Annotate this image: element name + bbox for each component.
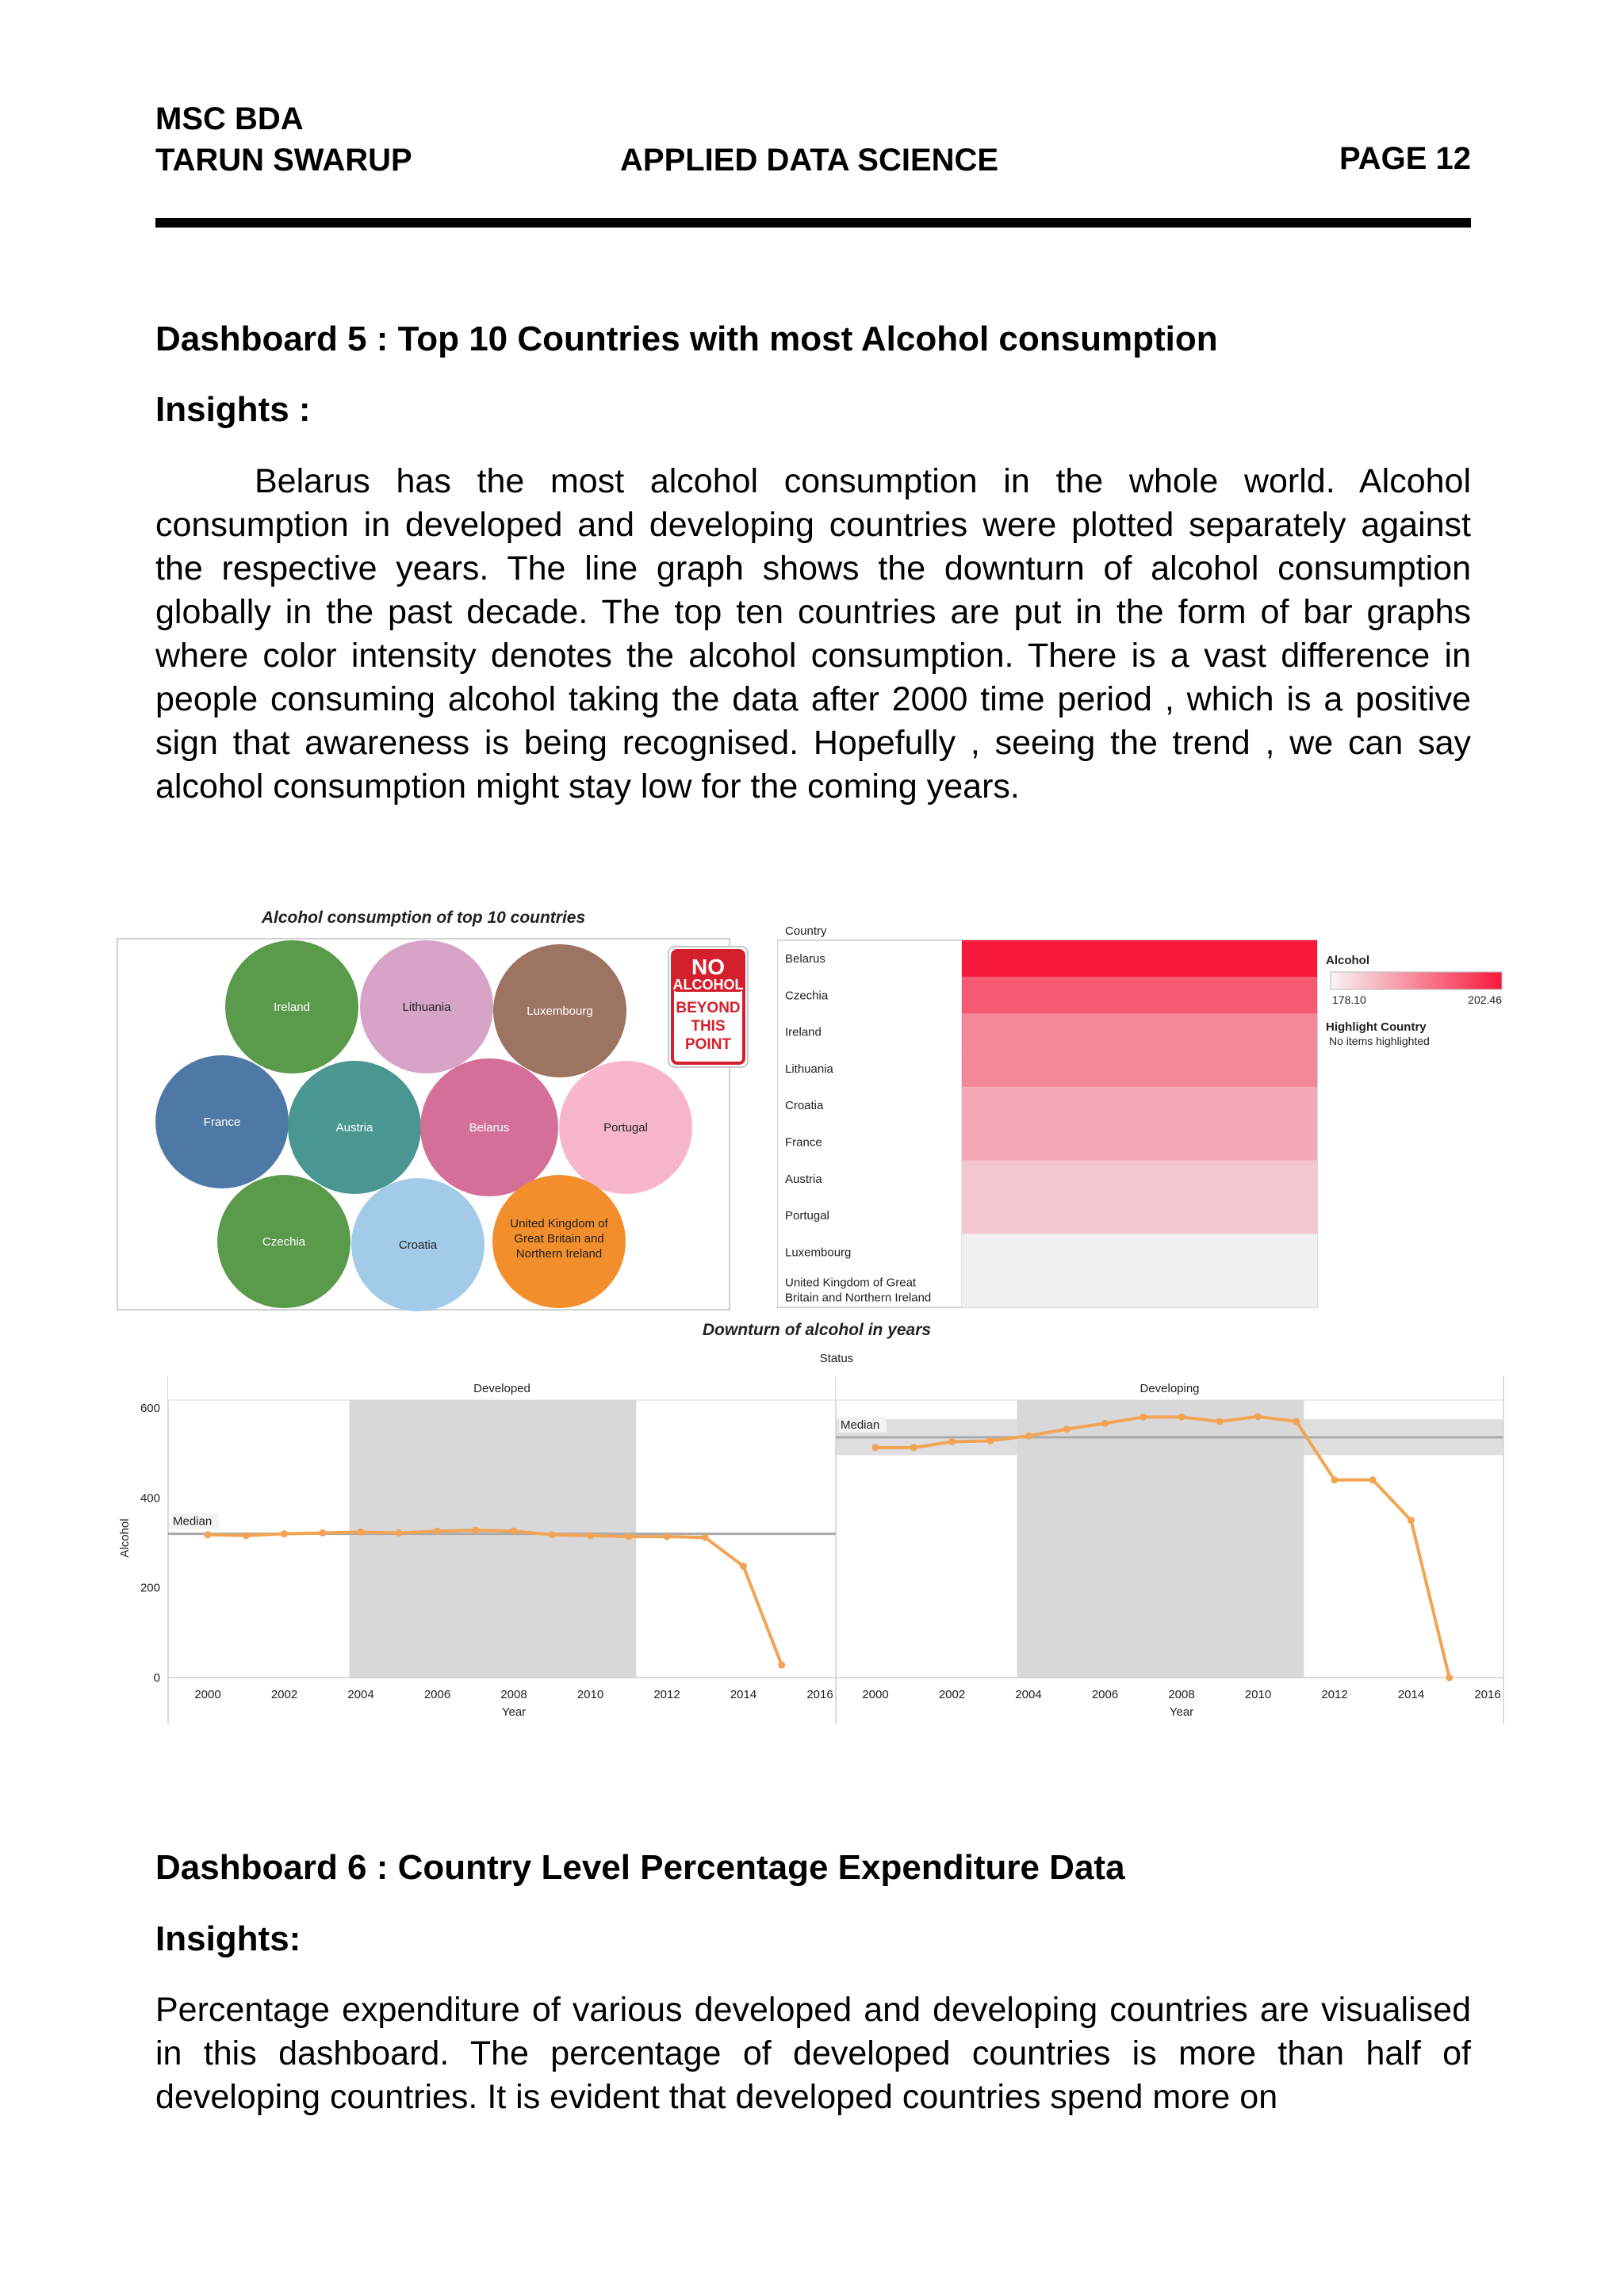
x-tick-label: 2004 xyxy=(347,1688,374,1701)
y-tick-label: 0 xyxy=(153,1671,160,1685)
x-tick-label: 2014 xyxy=(1397,1688,1425,1701)
data-point[interactable] xyxy=(910,1444,917,1451)
highlight-band xyxy=(350,1400,637,1678)
heatmap-cell[interactable] xyxy=(962,1197,1317,1234)
heatmap-cell[interactable] xyxy=(962,940,1317,977)
dashboard5-title: Dashboard 5 : Top 10 Countries with most Alcohol consumption xyxy=(155,320,1218,358)
data-point[interactable] xyxy=(358,1529,365,1536)
legend-min: 178.10 xyxy=(1332,993,1366,1006)
heatmap-row-label: Croatia xyxy=(785,1099,824,1113)
x-tick-label: 2016 xyxy=(1474,1688,1501,1701)
page-number: PAGE 12 xyxy=(1339,141,1471,176)
facet-label: Developed xyxy=(473,1382,530,1395)
course-title: APPLIED DATA SCIENCE xyxy=(620,143,999,178)
bubble-label: Lithuania xyxy=(402,1001,451,1014)
x-tick-label: 2006 xyxy=(1091,1688,1119,1701)
heatmap-cell[interactable] xyxy=(962,977,1317,1013)
data-point[interactable] xyxy=(1101,1420,1109,1427)
header-rule xyxy=(155,218,1471,228)
bubble-label: Luxembourg xyxy=(527,1004,593,1018)
heatmap-row-label: Lithuania xyxy=(785,1062,833,1076)
data-point[interactable] xyxy=(1254,1413,1262,1420)
dashboard5-paragraph xyxy=(155,460,1471,809)
data-point[interactable] xyxy=(702,1534,709,1541)
x-tick-label: 2016 xyxy=(806,1688,833,1701)
bubble-chart-title: Alcohol consumption of top 10 countries xyxy=(261,909,586,927)
bubble-label: Czechia xyxy=(262,1235,306,1249)
dashboard5-insights-label: Insights : xyxy=(155,390,311,429)
dashboard6-insights-label: Insights: xyxy=(155,1919,301,1958)
x-tick-label: 2006 xyxy=(423,1688,451,1701)
x-tick-label: 2000 xyxy=(862,1688,889,1701)
data-point[interactable] xyxy=(872,1444,879,1451)
bubble-label: France xyxy=(203,1115,241,1129)
heatmap-row-label: France xyxy=(785,1135,822,1150)
heatmap-row-header: Country xyxy=(785,924,827,938)
heatmap-cell[interactable] xyxy=(962,1124,1317,1161)
y-axis-label: Alcohol xyxy=(118,1518,132,1558)
data-point[interactable] xyxy=(1025,1433,1032,1440)
x-axis-label: Year xyxy=(501,1705,527,1719)
data-point[interactable] xyxy=(1446,1674,1453,1682)
data-point[interactable] xyxy=(986,1437,994,1445)
line-chart-title: Downturn of alcohol in years xyxy=(702,1321,932,1339)
data-point[interactable] xyxy=(1216,1418,1224,1425)
x-tick-label: 2008 xyxy=(1168,1688,1195,1701)
sign-line: POINT xyxy=(684,1036,732,1053)
x-tick-label: 2012 xyxy=(653,1688,680,1701)
heatmap-cell[interactable] xyxy=(962,1050,1317,1087)
facet-label: Developing xyxy=(1139,1382,1200,1395)
x-tick-label: 2004 xyxy=(1015,1688,1042,1701)
highlight-title: Highlight Country xyxy=(1326,1020,1427,1034)
sign-line: BEYOND xyxy=(676,1000,741,1016)
heatmap-cell[interactable] xyxy=(962,1014,1317,1050)
heatmap-row-label: Luxembourg xyxy=(785,1246,852,1260)
sign-line: NO xyxy=(691,955,725,979)
heatmap-row-label: United Kingdom of Great Britain and Northern Ireland xyxy=(785,1276,932,1305)
bubble-label: Belarus xyxy=(469,1121,510,1135)
heatmap-row-label: Austria xyxy=(785,1172,822,1186)
data-point[interactable] xyxy=(281,1530,288,1537)
data-point[interactable] xyxy=(740,1563,747,1570)
facet-header: Status xyxy=(819,1352,854,1365)
data-point[interactable] xyxy=(664,1533,671,1540)
data-point[interactable] xyxy=(948,1438,956,1445)
x-tick-label: 2002 xyxy=(270,1688,298,1701)
data-point[interactable] xyxy=(1139,1414,1147,1421)
line-chart-group xyxy=(118,1321,1503,1724)
legend-gradient xyxy=(1331,972,1502,989)
author-name: TARUN SWARUP xyxy=(155,143,412,178)
heatmap-cell[interactable] xyxy=(962,1161,1317,1197)
x-tick-label: 2014 xyxy=(730,1688,757,1701)
data-point[interactable] xyxy=(587,1532,594,1539)
dashboard6-paragraph: Percentage expenditure of various developed and developing countries are visualised in this dashboard. The percentage of developed countries is more than half of developing countries. It is evident that developed countries spend more on xyxy=(155,1991,1471,2116)
x-axis-label: Year xyxy=(1169,1705,1194,1719)
program-label: MSC BDA xyxy=(155,101,304,136)
heatmap-row-label: Portugal xyxy=(785,1209,829,1223)
sign-line: THIS xyxy=(691,1018,726,1035)
data-point[interactable] xyxy=(1408,1517,1415,1524)
data-point[interactable] xyxy=(1178,1414,1185,1421)
heatmap-cell[interactable] xyxy=(962,1271,1317,1307)
highlight-text[interactable]: No items highlighted xyxy=(1329,1035,1430,1047)
x-tick-label: 2010 xyxy=(1244,1688,1272,1701)
data-point[interactable] xyxy=(1063,1425,1071,1433)
sign-line: ALCOHOL xyxy=(672,977,744,993)
data-point[interactable] xyxy=(1331,1476,1339,1483)
data-point[interactable] xyxy=(511,1528,518,1535)
x-tick-label: 2008 xyxy=(500,1688,527,1701)
bubble-label: Portugal xyxy=(603,1121,648,1135)
heatmap-row-label: Belarus xyxy=(785,952,825,966)
heatmap-row-label: Czechia xyxy=(785,989,829,1003)
data-point[interactable] xyxy=(243,1532,250,1539)
bubble-label: United Kingdom of Great Britain and Northern Ireland xyxy=(510,1217,608,1261)
data-point[interactable] xyxy=(549,1531,556,1538)
legend-title: Alcohol xyxy=(1326,954,1369,967)
data-point[interactable] xyxy=(1293,1418,1300,1425)
line-chart-panel xyxy=(111,1316,1522,1728)
data-point[interactable] xyxy=(319,1529,326,1536)
heatmap-cell[interactable] xyxy=(962,1087,1317,1123)
y-tick-label: 600 xyxy=(140,1402,160,1415)
heatmap-row-label: Ireland xyxy=(785,1025,822,1039)
data-point[interactable] xyxy=(1369,1476,1377,1483)
bubble-label: Croatia xyxy=(398,1238,438,1252)
legend-max: 202.46 xyxy=(1468,993,1502,1006)
heatmap-panel xyxy=(777,920,1515,1316)
bubble-label: Ireland xyxy=(274,1001,310,1014)
heatmap-group xyxy=(777,924,1502,1307)
data-point[interactable] xyxy=(434,1528,441,1535)
heatmap-cell[interactable] xyxy=(962,1234,1317,1270)
data-point[interactable] xyxy=(472,1527,479,1534)
median-label: Median xyxy=(173,1514,213,1529)
x-tick-label: 2010 xyxy=(576,1688,604,1701)
y-tick-label: 200 xyxy=(140,1581,160,1595)
data-point[interactable] xyxy=(625,1533,632,1540)
y-tick-label: 400 xyxy=(140,1491,160,1506)
data-point[interactable] xyxy=(205,1531,212,1538)
data-point[interactable] xyxy=(778,1662,785,1669)
x-tick-label: 2002 xyxy=(938,1688,966,1701)
bubble-label: Austria xyxy=(335,1121,373,1135)
median-label: Median xyxy=(841,1418,880,1432)
bubble-chart-panel xyxy=(111,904,761,1316)
bubble-group xyxy=(155,940,692,1311)
x-tick-label: 2000 xyxy=(194,1688,221,1701)
no-alcohol-sign xyxy=(668,947,748,1067)
x-tick-label: 2012 xyxy=(1321,1688,1348,1701)
data-point[interactable] xyxy=(396,1529,403,1536)
dashboard6-title: Dashboard 6 : Country Level Percentage Expenditure Data xyxy=(155,1848,1125,1887)
dashboard5-paragraph-text: Belarus has the most alcohol consumption in the whole world. Alcohol consumption in developed and developing countries were plotted separately against the respective years. The line graph shows the downturn of alcohol consumption globally in the past decade. The top ten countries are put in the form of bar graphs where color intensity denotes the alcohol consumption. There is a vast difference in people consuming alcohol taking the data after 2000 time period , which is a positive sign that awareness is being recognised. Hopefully , seeing the trend , we can say alcohol consumption might stay low for the coming years. xyxy=(155,462,1471,806)
